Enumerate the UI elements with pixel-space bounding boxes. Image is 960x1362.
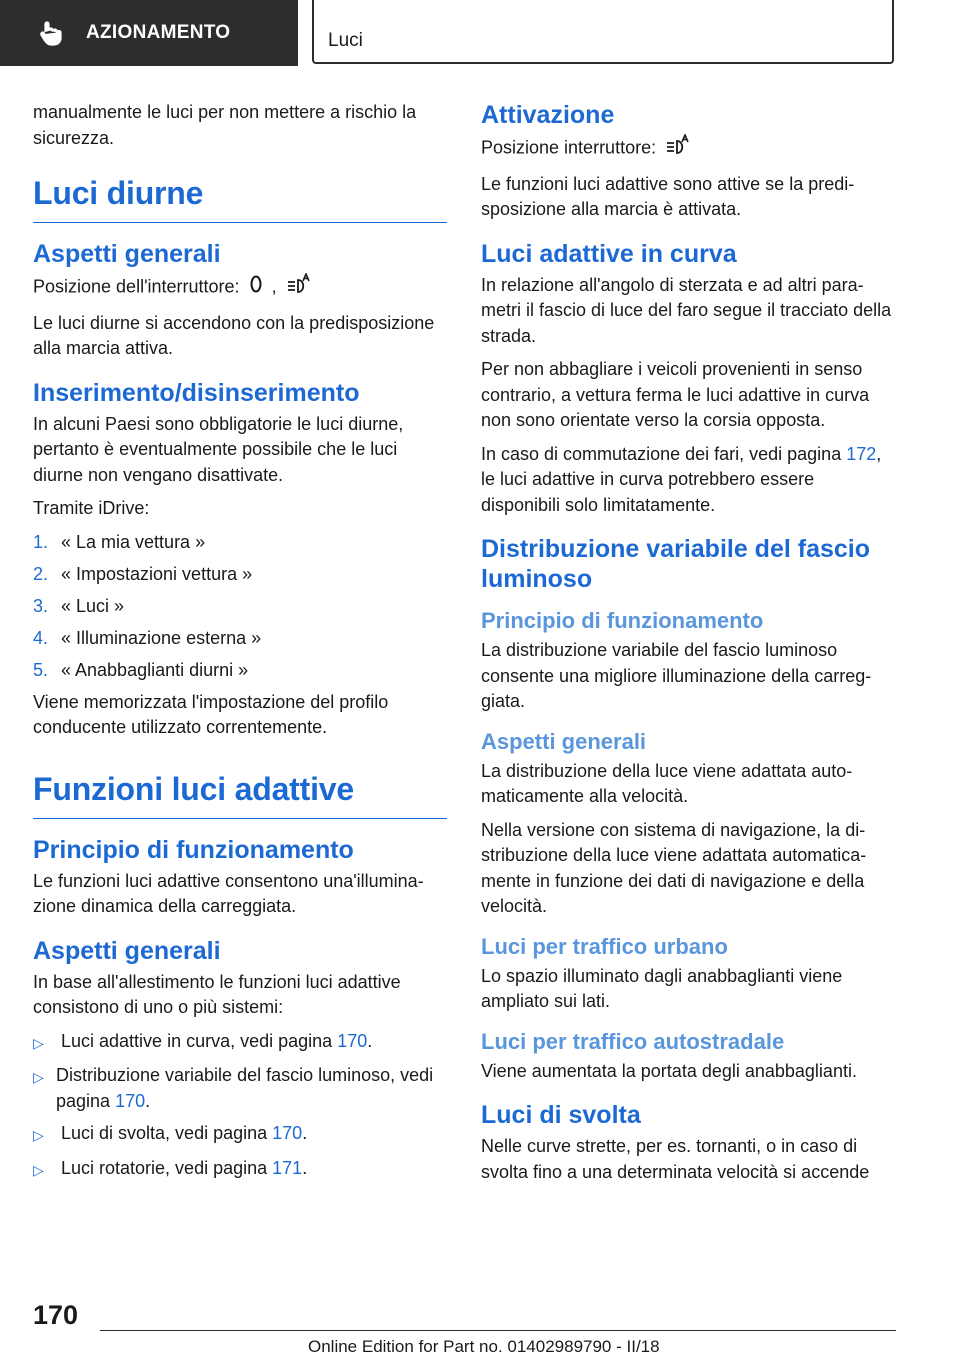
variable-principle-description: La distribuzione variabile del fascio luminoso consente una migliore illuminazione della carreggiata. xyxy=(481,640,872,711)
list-item: 4. « Illuminazione esterna » xyxy=(33,627,262,648)
heading-general-sub: Aspetti generali xyxy=(481,728,647,754)
page-link[interactable]: 170 xyxy=(337,1030,368,1051)
switch-zero-icon xyxy=(249,274,263,302)
list-item: ▷ Luci rotatorie, vedi pagina 171. xyxy=(33,1157,308,1178)
switch-position-line: Posizione dell'interruttore: , xyxy=(33,273,447,303)
variable-general-description-1: La distribuzione della luce viene adattata automaticamente alla velocità. xyxy=(481,760,853,806)
heading-principle: Principio di funzionamento xyxy=(33,835,354,864)
motorway-description: Viene aumentata la portata degli anabbaglianti. xyxy=(481,1060,857,1081)
page-link[interactable]: 171 xyxy=(272,1157,303,1178)
stored-note: Viene memorizzata l'impostazione del profilo conducente utilizzato correntemente. xyxy=(33,691,389,737)
curve-description-2: Per non abbagliare i veicoli provenienti in senso contrario, a vettura ferma le luci adattive in curva non sono orientate verso la corsia opposta. xyxy=(481,359,870,430)
list-item: ▷ Luci adattive in curva, vedi pagina 170. xyxy=(33,1030,373,1051)
list-item: ▷ Luci di svolta, vedi pagina 170. xyxy=(33,1123,308,1143)
list-item: 3. « Luci » xyxy=(33,595,125,616)
heading-on-off: Inserimento/disinserimento xyxy=(33,378,360,407)
section-tab xyxy=(0,0,298,66)
hand-pointer-icon xyxy=(38,20,64,46)
heading-adaptive-lights: Funzioni luci adattive xyxy=(33,771,447,819)
activation-switch-line: Posizione interruttore: xyxy=(481,134,893,164)
heading-variable-beam: Distribuzione variabile del fascio luminoso xyxy=(481,535,871,593)
heading-activation: Attivazione xyxy=(481,101,615,129)
right-column xyxy=(481,100,893,1193)
idrive-steps xyxy=(33,530,447,684)
edition-footer: Online Edition for Part no. 01402989790 - II/18 xyxy=(308,1337,660,1356)
intro-text: manualmente le luci per non mettere a rischio la sicurezza. xyxy=(33,102,417,148)
left-column xyxy=(33,100,447,1190)
heading-daytime-lights: Luci diurne xyxy=(33,175,447,223)
turn-description: Nelle curve strette, per es. tornanti, o in caso di svolta fino a una determinata velocità si accende xyxy=(481,1136,870,1182)
breadcrumb xyxy=(312,0,894,64)
breadcrumb-label: Luci xyxy=(328,30,363,51)
curve-description-3: In caso di commutazione dei fari, vedi pagina 172, le luci adattive in curva potrebbero essere disponibili solo limitatamente. xyxy=(481,443,882,515)
heading-urban-lights: Luci per traffico urbano xyxy=(481,933,728,959)
general-2-description: In base all'allestimento le funzioni luci adattive consistono di uno o più sistemi: xyxy=(33,971,401,1017)
principle-description: Le funzioni luci adattive consentono una'illuminazione dinamica della carreggiata. xyxy=(33,870,424,916)
heading-general: Aspetti generali xyxy=(33,240,221,268)
on-off-description: In alcuni Paesi sono obbligatorie le luci diurne, pertanto è eventualmente possibile che le luci diurne non vengano disattivate. xyxy=(33,413,404,485)
heading-turn-lights: Luci di svolta xyxy=(481,1101,641,1129)
adaptive-systems-list xyxy=(33,1029,447,1184)
heading-motorway-lights: Luci per traffico autostradale xyxy=(481,1028,785,1054)
footer-divider xyxy=(100,1330,896,1331)
list-item: 2. « Impostazioni vettura » xyxy=(33,563,253,584)
urban-description: Lo spazio illuminato dagli anabbaglianti viene ampliato sui lati. xyxy=(481,965,843,1011)
idrive-intro: Tramite iDrive: xyxy=(33,498,150,518)
list-item: ▷ Distribuzione variabile del fascio luminoso, vedi pagina 170. xyxy=(33,1065,434,1111)
auto-headlight-icon xyxy=(286,273,312,303)
daytime-description: Le luci diurne si accendono con la predisposizione alla marcia attiva. xyxy=(33,312,435,358)
curve-description-1: In relazione all'angolo di sterzata e ad altri parametri il fascio di luce del faro segue il tracciato della strada. xyxy=(481,274,892,346)
page-link[interactable]: 170 xyxy=(272,1123,303,1143)
heading-curve-lights: Luci adattive in curva xyxy=(481,239,737,268)
page-link[interactable]: 170 xyxy=(115,1090,146,1111)
variable-general-description-2: Nella versione con sistema di navigazione, la distribuzione della luce viene adattata automaticamente in funzione dei dati di navigazione e della velocità. xyxy=(481,819,867,916)
list-item: 1. « La mia vettura » xyxy=(33,531,206,552)
section-title: AZIONAMENTO xyxy=(86,22,231,43)
page-number: 170 xyxy=(33,1300,79,1330)
list-item: 5. « Anabbaglianti diurni » xyxy=(33,659,249,680)
activation-description: Le funzioni luci adattive sono attive se la predisposizione alla marcia è attivata. xyxy=(481,173,855,219)
heading-general-2: Aspetti generali xyxy=(33,936,221,965)
auto-headlight-icon xyxy=(665,134,691,164)
page-link[interactable]: 172 xyxy=(846,443,877,464)
heading-principle-sub: Principio di funzionamento xyxy=(481,608,764,633)
